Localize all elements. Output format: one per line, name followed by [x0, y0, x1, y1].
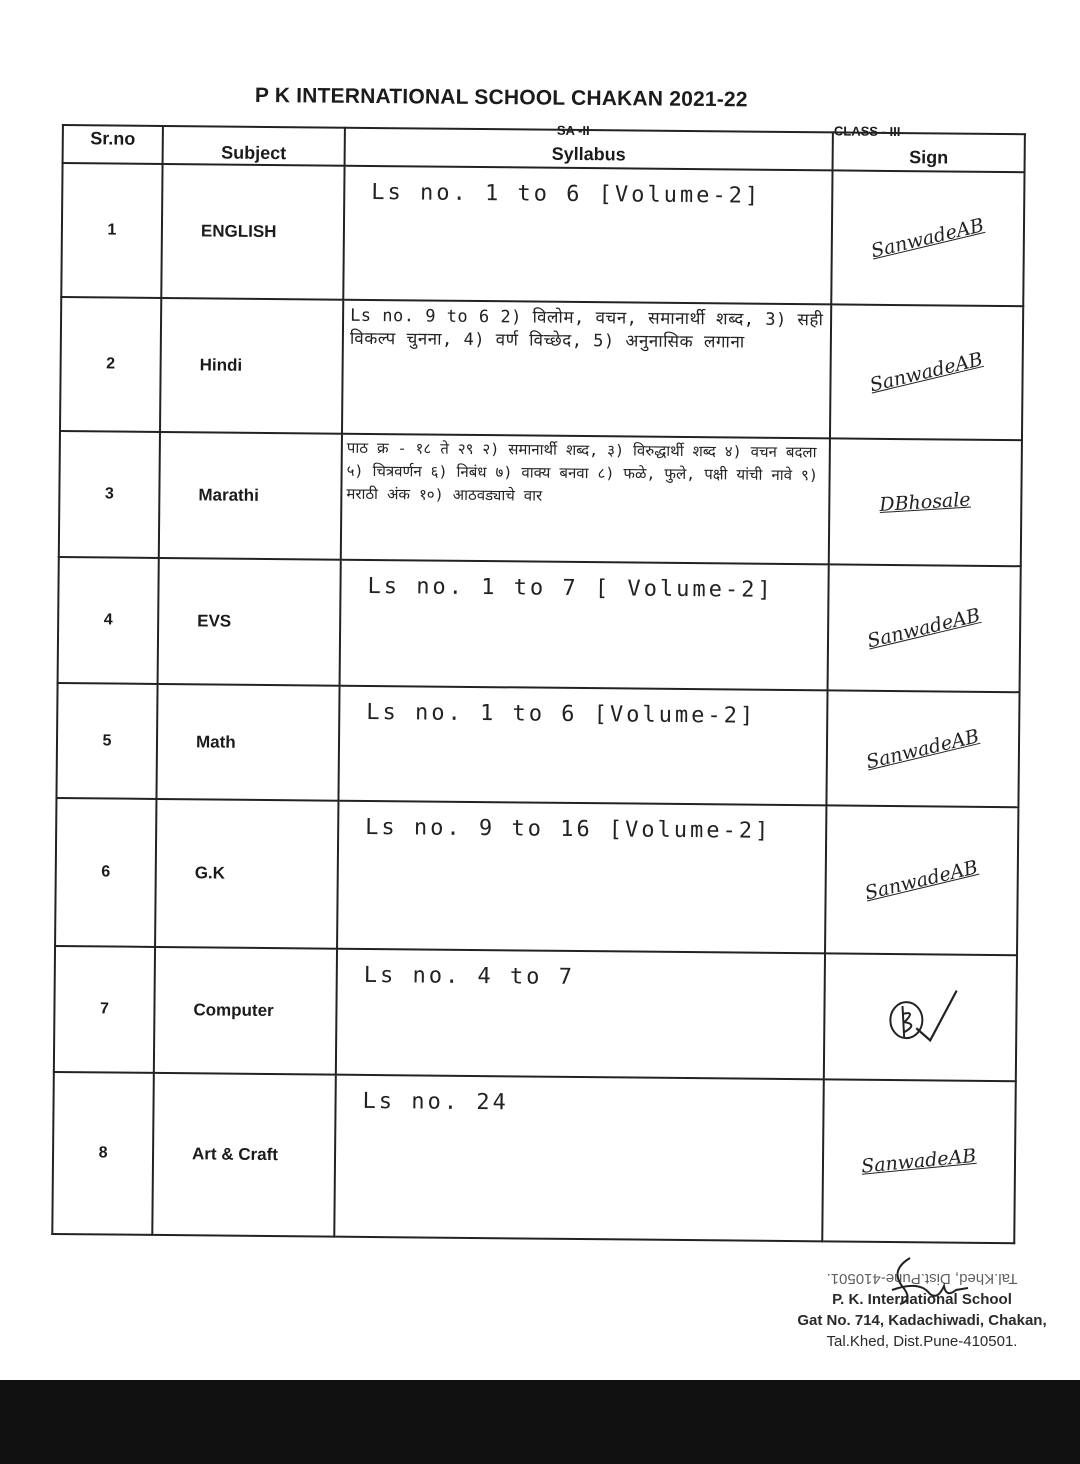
row-srno: 4 [58, 557, 159, 684]
row-signature [831, 170, 1024, 306]
row-syllabus: Ls no. 4 to 7 [336, 949, 825, 1080]
table-row [58, 557, 1021, 692]
row-subject: Hindi [160, 298, 343, 434]
row-subject: Art & Craft [152, 1073, 336, 1237]
stamp-line-3: Tal.Khed, Dist.Pune-410501. [826, 1333, 1018, 1350]
row-syllabus: Ls no. 24 [334, 1075, 824, 1242]
row-subject: Computer [154, 947, 337, 1075]
row-syllabus: Ls no. 1 to 7 [ Volume-2] [340, 560, 829, 691]
photo-bottom-edge [0, 1380, 1080, 1464]
document-title: P K INTERNATIONAL SCHOOL CHAKAN 2021-22 [254, 84, 748, 112]
row-srno: 1 [61, 163, 162, 298]
table-row [60, 297, 1023, 440]
row-subject: Math [156, 684, 339, 801]
table-row [61, 163, 1024, 306]
table-row [55, 798, 1018, 955]
table-row [54, 946, 1017, 1081]
row-srno: 3 [59, 431, 160, 558]
row-syllabus: Ls no. 9 to 16 [Volume-2] [337, 801, 826, 954]
row-syllabus: पाठ क्र - १८ ते २९ २) समानार्थी शब्द, ३) विरुद्धार्थी शब्द ४) वचन बदला ५) चित्रवर्णन ६) निबंध ७) वाक्य बनवा ८) फळे, फुले, पक्षी यांची नावे ९) मराठी अंक १०) आठवड्याचे वार [341, 434, 830, 565]
signature: SanwadeAB [860, 1144, 978, 1178]
signature: SanwadeAB [867, 348, 986, 397]
col-sign: Sign [833, 132, 1025, 172]
signature: DBhosale [879, 488, 972, 517]
signature: SanwadeAB [864, 724, 982, 773]
school-stamp [772, 1268, 1072, 1352]
row-signature [824, 953, 1017, 1081]
stamp-mirror-line: Tal.Khed, Dist.Pune-410501. [826, 1270, 1018, 1287]
row-signature [830, 304, 1023, 440]
row-signature [826, 690, 1019, 807]
table-row [52, 1072, 1016, 1243]
exam-label: SA -II [556, 122, 590, 139]
initials-signature-icon [880, 979, 961, 1050]
row-signature [828, 564, 1021, 692]
syllabus-table [51, 124, 1026, 1244]
signature: SanwadeAB [869, 214, 987, 263]
row-signature [822, 1079, 1016, 1243]
col-subject: Subject [163, 126, 345, 166]
class-label: CLASS - III [833, 123, 901, 140]
signature: SanwadeAB [863, 856, 981, 905]
row-srno: 8 [52, 1072, 154, 1235]
signature: SanwadeAB [865, 604, 983, 653]
row-subject: ENGLISH [161, 164, 344, 300]
row-srno: 7 [54, 946, 155, 1073]
table-row [56, 683, 1019, 807]
row-signature [825, 805, 1018, 955]
row-subject: EVS [158, 558, 341, 686]
col-syllabus: Syllabus [345, 128, 833, 171]
stamp-line-1: P. K. International School [832, 1291, 1012, 1308]
row-srno: 6 [55, 798, 156, 947]
row-subject: G.K [155, 799, 338, 949]
stamp-line-2: Gat No. 714, Kadachiwadi, Chakan, [797, 1312, 1047, 1329]
syllabus-sheet [51, 118, 1030, 1239]
table-row [59, 431, 1022, 566]
row-subject: Marathi [159, 432, 342, 560]
row-srno: 2 [60, 297, 161, 432]
row-syllabus: Ls no. 1 to 6 [Volume-2] [338, 686, 827, 806]
col-srno: Sr.no [63, 125, 163, 164]
row-signature [829, 438, 1022, 566]
row-syllabus: Ls no. 1 to 6 [Volume-2] [343, 166, 832, 305]
row-syllabus: Ls no. 9 to 6 2) विलोम, वचन, समानार्थी शब्द, 3) सही विकल्प चुनना, 4) वर्ण विच्छेद, 5) अनुनासिक लगाना [342, 300, 831, 439]
row-srno: 5 [56, 683, 157, 799]
